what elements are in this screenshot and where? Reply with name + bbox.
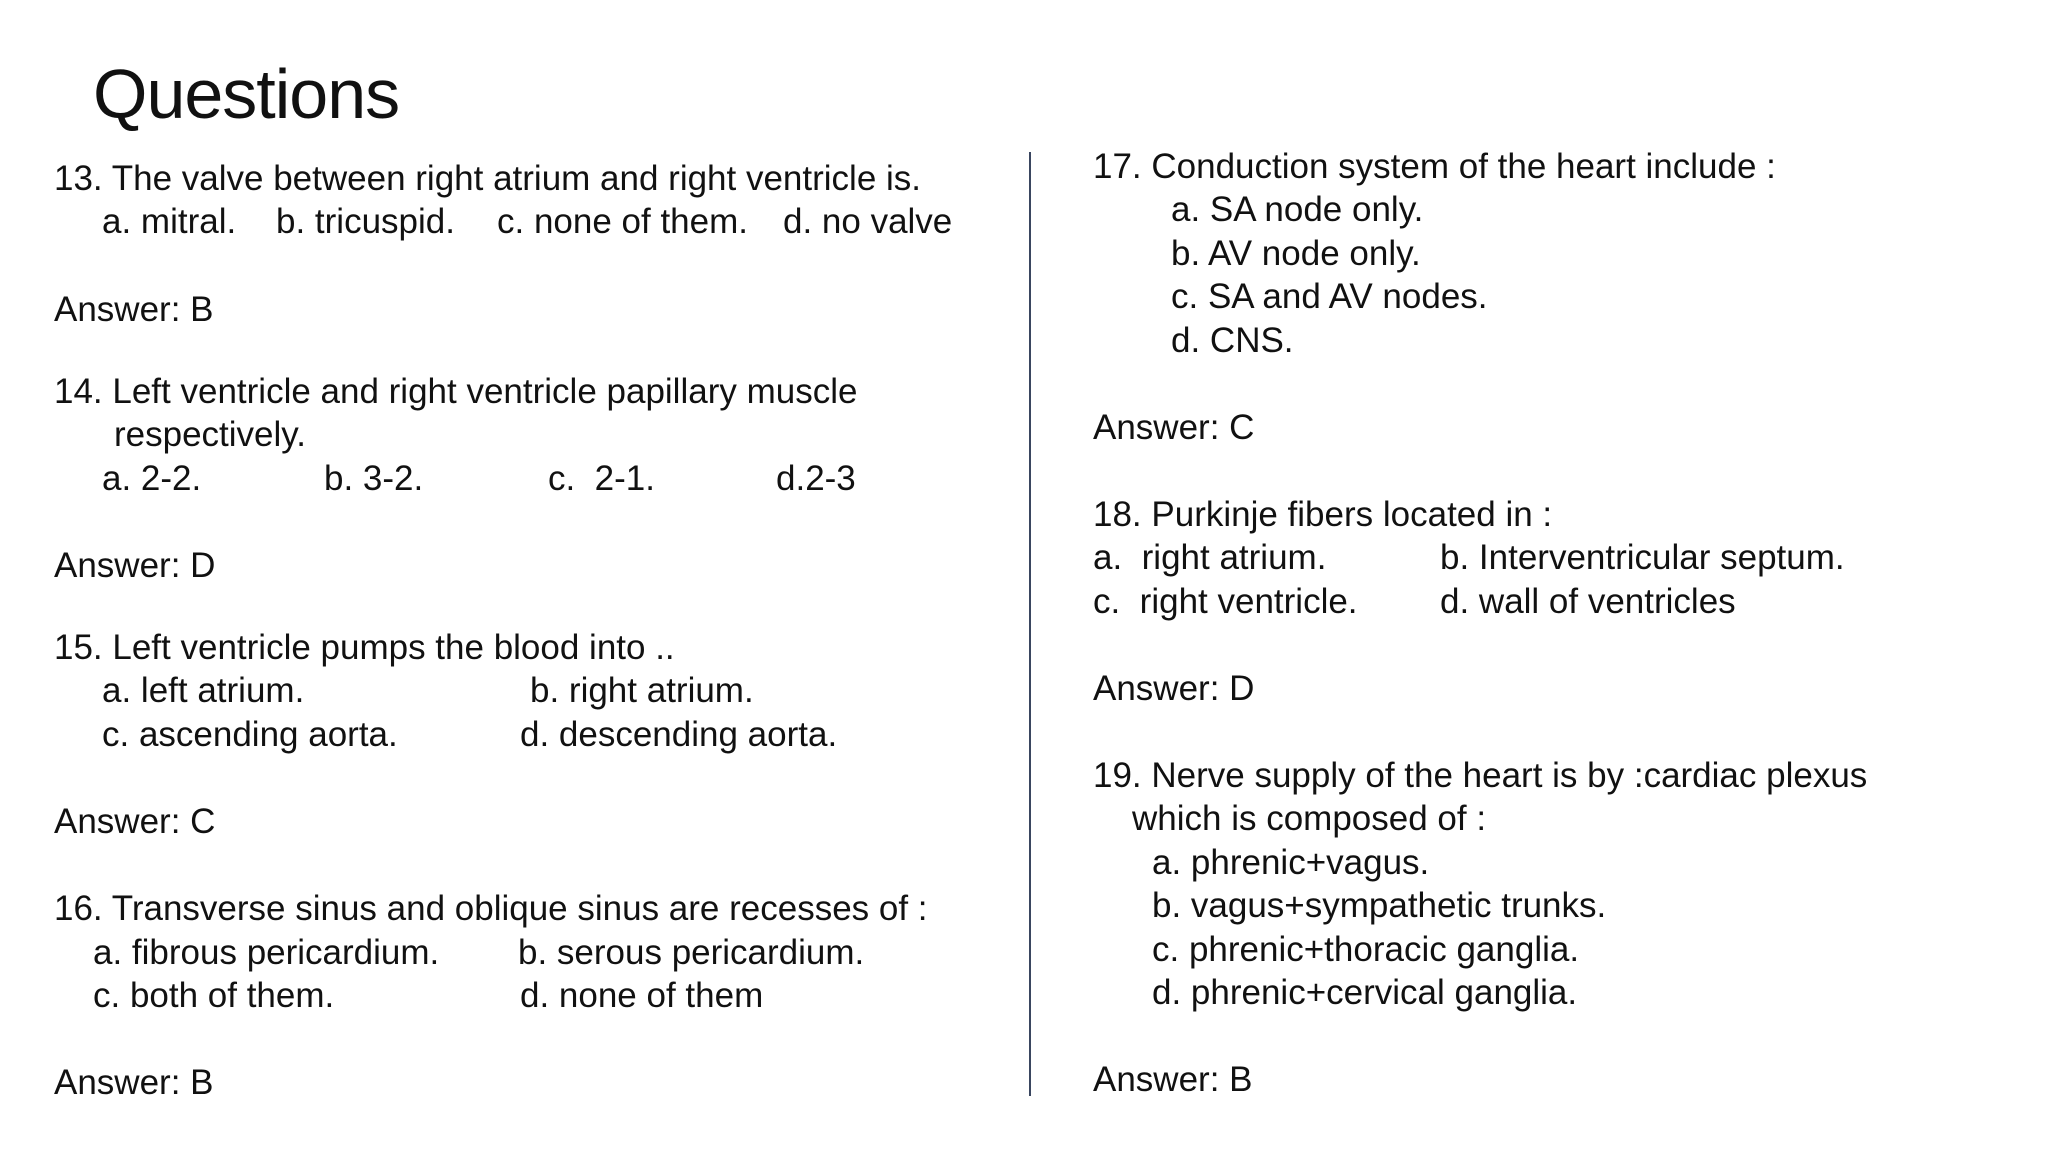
question-14-answer: Answer: D — [54, 546, 216, 585]
question-13-answer: Answer: B — [54, 290, 214, 329]
question-15-text: 15. Left ventricle pumps the blood into .. — [54, 628, 675, 667]
question-13-option-d: d. no valve — [783, 202, 953, 241]
question-19-option-d: d. phrenic+cervical ganglia. — [1152, 973, 1578, 1012]
question-17-option-c: c. SA and AV nodes. — [1171, 277, 1488, 316]
question-18-option-d: d. wall of ventricles — [1440, 582, 1736, 621]
question-16-option-a: a. fibrous pericardium. — [93, 933, 440, 972]
question-18-option-a: a. right atrium. — [1093, 538, 1327, 577]
question-18-option-b: b. Interventricular septum. — [1440, 538, 1845, 577]
question-14-option-c: c. 2-1. — [548, 459, 655, 498]
question-17-answer: Answer: C — [1093, 408, 1255, 447]
question-19-text-line2: which is composed of : — [1132, 799, 1487, 838]
question-15-answer: Answer: C — [54, 802, 216, 841]
question-13-option-c: c. none of them. — [497, 202, 748, 241]
question-16-text: 16. Transverse sinus and oblique sinus are recesses of : — [54, 889, 928, 928]
question-17-text: 17. Conduction system of the heart include : — [1093, 147, 1776, 186]
question-16-option-b: b. serous pericardium. — [518, 933, 865, 972]
question-14-text-line2: respectively. — [114, 415, 306, 454]
question-18-option-c: c. right ventricle. — [1093, 582, 1358, 621]
column-divider — [1029, 152, 1031, 1096]
question-14-option-a: a. 2-2. — [102, 459, 202, 498]
question-19-text-line1: 19. Nerve supply of the heart is by :cardiac plexus — [1093, 756, 1868, 795]
question-19-option-a: a. phrenic+vagus. — [1152, 843, 1430, 882]
question-15-option-c: c. ascending aorta. — [102, 715, 398, 754]
question-13-option-a: a. mitral. — [102, 202, 237, 241]
question-13-option-b: b. tricuspid. — [276, 202, 455, 241]
question-19-option-b: b. vagus+sympathetic trunks. — [1152, 886, 1607, 925]
question-17-option-a: a. SA node only. — [1171, 190, 1424, 229]
question-15-option-d: d. descending aorta. — [520, 715, 838, 754]
question-16-option-d: d. none of them — [520, 976, 764, 1015]
question-16-answer: Answer: B — [54, 1063, 214, 1102]
question-17-option-d: d. CNS. — [1171, 321, 1294, 360]
question-17-option-b: b. AV node only. — [1171, 234, 1421, 273]
question-19-answer: Answer: B — [1093, 1060, 1253, 1099]
question-15-option-b: b. right atrium. — [530, 671, 754, 710]
question-18-answer: Answer: D — [1093, 669, 1255, 708]
question-15-option-a: a. left atrium. — [102, 671, 305, 710]
question-18-text: 18. Purkinje fibers located in : — [1093, 495, 1553, 534]
question-14-text-line1: 14. Left ventricle and right ventricle papillary muscle — [54, 372, 858, 411]
question-19-option-c: c. phrenic+thoracic ganglia. — [1152, 930, 1580, 969]
slide-title: Questions — [93, 55, 400, 133]
question-14-option-b: b. 3-2. — [324, 459, 424, 498]
question-13-text: 13. The valve between right atrium and right ventricle is. — [54, 159, 922, 198]
question-14-option-d: d.2-3 — [776, 459, 856, 498]
question-16-option-c: c. both of them. — [93, 976, 335, 1015]
